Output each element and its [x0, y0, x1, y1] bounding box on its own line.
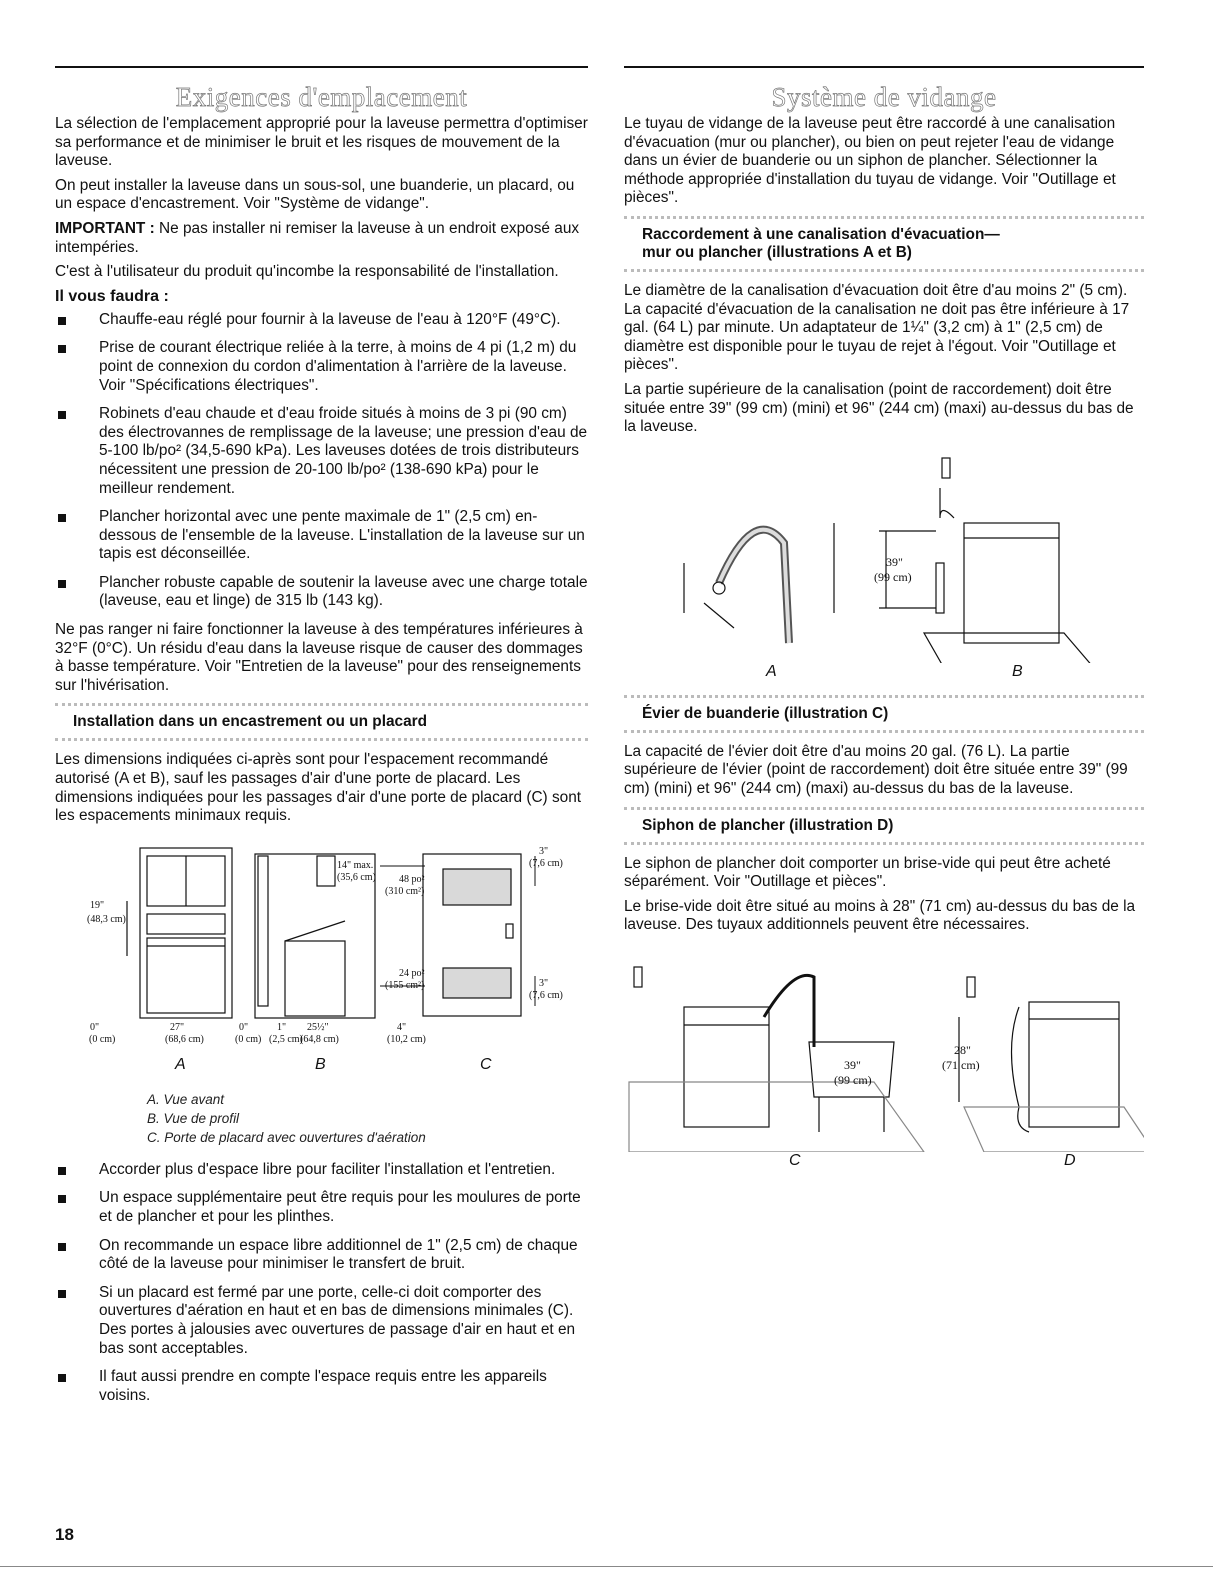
list-item: Robinets d'eau chaude et d'eau froide situés à moins de 3 pi (90 cm) des électrovannes de remplissage de la laveuse; une pression d'eau de 5-100 lb/po² (34,5-690 kPa). Les laveuses dotées de trois distributeurs nécessitent une pression de 20-100 lb/po² (138-690 kPa) pour le meilleur rendement. — [55, 405, 588, 498]
dim-0b-cm-label: (0 cm) — [235, 1033, 262, 1045]
subheading-closet: Installation dans un encastrement ou un placard — [55, 703, 588, 741]
bullet-icon — [58, 1195, 66, 1203]
section-title-drain: Système de vidange — [771, 82, 997, 112]
dim-27-label: 27" — [170, 1021, 185, 1033]
bullet-icon — [58, 1374, 66, 1382]
list-item: Chauffe-eau réglé pour fournir à la laveuse de l'eau à 120°F (49°C). — [55, 311, 588, 330]
caption-c: C. Porte de placard avec ouvertures d'aération — [147, 1129, 426, 1145]
bullet-icon — [58, 1290, 66, 1298]
list-item: Plancher robuste capable de soutenir la laveuse avec une charge totale (laveuse, eau et linge) de 315 lb (143 kg). — [55, 574, 588, 611]
left-column — [55, 66, 588, 1415]
dim-1-label: 1" — [277, 1021, 287, 1033]
requirements-heading: Il vous faudra : — [55, 287, 169, 305]
subheading-line: Raccordement à une canalisation d'évacuation— — [642, 225, 1000, 243]
list-item: Plancher horizontal avec une pente maximale de 1" (2,5 cm) en-dessous de l'ensemble de la laveuse. L'installation de la laveuse sur un tapis est déconseillée. — [55, 508, 588, 564]
list-item: On recommande un espace libre additionnel de 1" (2,5 cm) de chaque côté de la laveuse pour minimiser le transfert de bruit. — [55, 1237, 588, 1274]
paragraph: Le diamètre de la canalisation d'évacuation doit être d'au moins 2" (5 cm). La capacité d'évacuation de la canalisation ne doit pas être inférieure à 17 gal. (64 L) par minute. Un adaptateur de 1¼" (3,2 cm) à 1" (2,5 cm) de diamètre est disponible pour le tuyau de rejet à l'égout. Voir "Outillage et pièces". — [624, 281, 1130, 374]
dim-0a-label: 0" — [90, 1021, 100, 1033]
dim-39-label: 39" — [886, 554, 903, 569]
bullet-icon — [58, 580, 66, 588]
dim-48-cm-label: (310 cm²) — [385, 885, 425, 897]
dim-14-cm-label: (35,6 cm) — [337, 871, 376, 883]
subheading-floor-drain: Siphon de plancher (illustration D) — [624, 807, 1144, 845]
bullet-icon — [58, 345, 66, 353]
dim-39-cm-label: (99 cm) — [874, 569, 912, 584]
figure-label-b: B — [315, 1055, 326, 1073]
paragraph: La partie supérieure de la canalisation (point de raccordement) doit être située entre 39" (99 cm) (mini) et 96" (244 cm) (maxi) au-dessus du bas de la laveuse. — [624, 380, 1134, 436]
dim-24-cm-label: (155 cm²) — [385, 979, 425, 991]
dim-24-label: 24 po² — [399, 967, 425, 979]
figure-captions — [147, 1090, 588, 1147]
dim-3a-cm-label: (7,6 cm) — [529, 857, 563, 869]
section-title-location: Exigences d'emplacement — [175, 82, 468, 112]
dim-27-cm-label: (68,6 cm) — [165, 1033, 204, 1045]
dim-25-cm-label: (64,8 cm) — [300, 1033, 339, 1045]
figure-labels — [55, 1056, 588, 1080]
figure-labels-cd — [624, 1152, 1144, 1176]
paragraph: Ne pas ranger ni faire fonctionner la laveuse à des températures inférieures à 32°F (0°C). Un résidu d'eau dans la laveuse risque de causer des dommages à basse température. Voir "Entretien de la laveuse" pour des renseignements sur l'hivérisation. — [55, 621, 583, 694]
paragraph: C'est à l'utilisateur du produit qu'incombe la responsabilité de l'installation. — [55, 263, 559, 281]
subheading-sink: Évier de buanderie (illustration C) — [624, 695, 1144, 733]
list-item: Accorder plus d'espace libre pour faciliter l'installation et l'entretien. — [55, 1161, 588, 1180]
dim-14-label: 14" max. — [337, 859, 374, 871]
bottom-rule — [0, 1566, 1213, 1567]
list-item: Un espace supplémentaire peut être requis pour les moulures de porte et de plancher et pour les plinthes. — [55, 1189, 588, 1226]
paragraph: On peut installer la laveuse dans un sous-sol, une buanderie, un placard, ou un espace d'encastrement. Voir "Système de vidange". — [55, 176, 575, 213]
figure-labels-ab — [624, 663, 1144, 687]
dim-4-label: 4" — [397, 1021, 407, 1033]
important-paragraph — [55, 220, 588, 257]
list-item: Prise de courant électrique reliée à la terre, à moins de 4 pi (1,2 m) du point de connexion du cordon d'alimentation à l'arrière de la laveuse. Voir "Spécifications électriques". — [55, 339, 588, 395]
bullet-icon — [58, 411, 66, 419]
figure-label-d: D — [1064, 1151, 1076, 1169]
bullet-icon — [58, 1167, 66, 1175]
subheading-line: mur ou plancher (illustrations A et B) — [642, 243, 912, 261]
dim-39-label: 39" — [844, 1057, 861, 1072]
dim-25-label: 25½" — [307, 1021, 329, 1033]
closet-clearance-figure — [55, 846, 588, 1056]
dim-48-label: 48 po² — [399, 873, 425, 885]
dim-28-label: 28" — [954, 1042, 971, 1057]
paragraph: Le tuyau de vidange de la laveuse peut être raccordé à une canalisation d'évacuation (mur ou plancher), ou bien on peut rejeter l'eau de vidange dans un évier de buanderie ou un siphon de plancher. Sélectionner la méthode appropriée d'installation du tuyau de vidange. Voir "Outillage et pièces". — [624, 115, 1116, 207]
dim-19-cm-label: (48,3 cm) — [87, 913, 126, 925]
standpipe-diagram — [624, 443, 1144, 663]
bullet-icon — [58, 317, 66, 325]
right-column — [624, 66, 1144, 1176]
caption-a: A. Vue avant — [147, 1091, 225, 1107]
paragraph: La capacité de l'évier doit être d'au moins 20 gal. (76 L). La partie supérieure de l'évier (point de raccordement) doit être située entre 39" (99 cm) (mini) et 96" (244 cm) (maxi) au-dessus du bas de la laveuse. — [624, 742, 1128, 797]
dim-3b-label: 3" — [539, 977, 549, 989]
dim-0b-label: 0" — [239, 1021, 249, 1033]
paragraph: Le brise-vide doit être situé au moins à 28" (71 cm) au-dessus du bas de la laveuse. Des tuyaux additionnels peuvent être nécessaires. — [624, 897, 1136, 934]
bullet-icon — [58, 1243, 66, 1251]
dim-0a-cm-label: (0 cm) — [89, 1033, 116, 1045]
top-rule — [624, 66, 1144, 68]
dim-28-cm-label: (71 cm) — [942, 1057, 980, 1072]
paragraph: Le siphon de plancher doit comporter un brise-vide qui peut être acheté séparément. Voir "Outillage et pièces". — [624, 854, 1111, 891]
figure-label-b: B — [1012, 662, 1023, 680]
dim-4-cm-label: (10,2 cm) — [387, 1033, 426, 1045]
caption-b: B. Vue de profil — [147, 1110, 240, 1126]
closet-diagram — [55, 846, 588, 1056]
sink-floor-drain-diagram — [624, 957, 1144, 1152]
dim-19-label: 19" — [90, 899, 105, 911]
dim-39-cm-label: (99 cm) — [834, 1072, 872, 1087]
paragraph: Les dimensions indiquées ci-après sont pour l'espacement recommandé autorisé (A et B), sauf les passages d'air d'une porte de placard. Les dimensions indiquées pour les passages d'air d'une porte de placard (C) sont les espacements minimaux requis. — [55, 751, 582, 825]
top-rule — [55, 66, 588, 68]
requirements-list — [55, 311, 588, 611]
important-label: IMPORTANT : — [55, 219, 155, 237]
dim-3a-label: 3" — [539, 845, 549, 857]
figure-label-a: A — [175, 1055, 186, 1073]
dim-1-cm-label: (2,5 cm) — [269, 1033, 303, 1045]
figure-label-a: A — [766, 662, 777, 680]
figure-label-c: C — [480, 1055, 492, 1073]
bullet-icon — [58, 514, 66, 522]
page-number: 18 — [55, 1525, 74, 1544]
subheading-standpipe — [624, 216, 1144, 272]
paragraph: La sélection de l'emplacement approprié pour la laveuse permettra d'optimiser sa performance et de minimiser le bruit et les risques de mouvement de la laveuse. — [55, 115, 588, 170]
clearance-tips-list — [55, 1161, 588, 1406]
figure-label-c: C — [789, 1151, 801, 1169]
dim-3b-cm-label: (7,6 cm) — [529, 989, 563, 1001]
list-item: Si un placard est fermé par une porte, celle-ci doit comporter des ouvertures d'aération en haut et en bas de dimensions minimales (C). Des portes à jalousies avec ouvertures de passage d'air en haut et en bas sont acceptables. — [55, 1284, 588, 1358]
list-item: Il faut aussi prendre en compte l'espace requis entre les appareils voisins. — [55, 1368, 588, 1405]
sink-floor-drain-figure — [624, 957, 1144, 1152]
standpipe-figure — [624, 443, 1144, 663]
important-text: Ne pas installer ni remiser la laveuse à un endroit exposé aux intempéries. — [55, 219, 580, 256]
